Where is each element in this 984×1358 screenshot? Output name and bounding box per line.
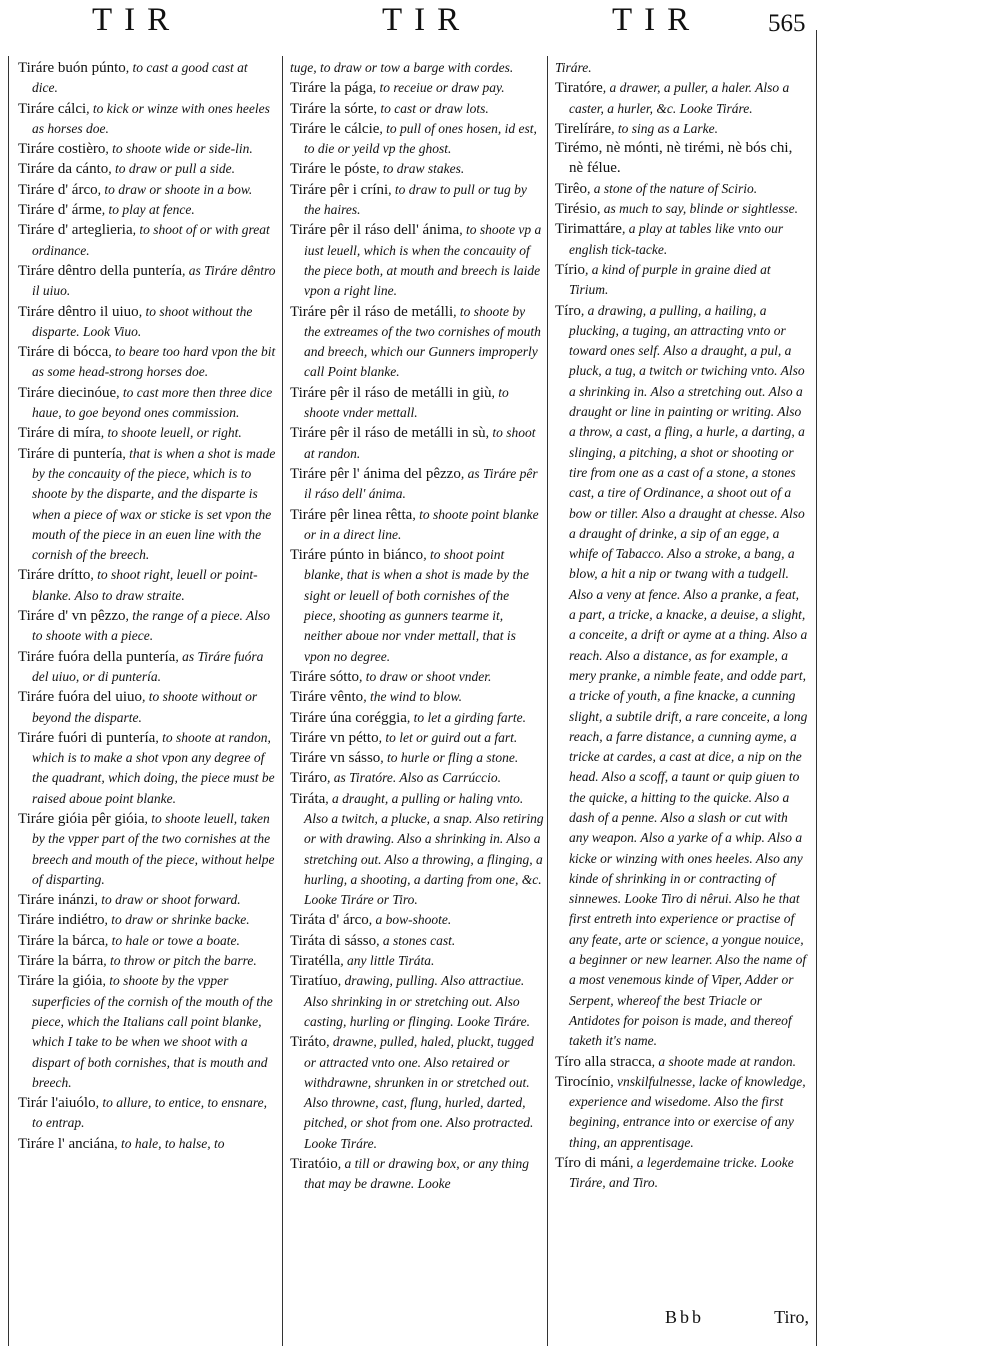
headword: Tiráre sótto	[290, 668, 360, 685]
dictionary-entry	[290, 951, 544, 971]
dictionary-entry	[555, 260, 809, 301]
definition: Tiráre.	[555, 60, 592, 75]
definition: , to shoot without the disparte. Look Viuo.	[32, 303, 253, 339]
headword: Tiráre fuóra della puntería	[18, 648, 176, 665]
headword: Tiráre d' vn pêzzo	[18, 608, 126, 625]
headword: Tiráre la bárca	[18, 932, 105, 949]
headword: Tiráre le póste	[290, 161, 377, 178]
headword: Tirémo, nè mónti, nè tirémi, nè bós chi, nè félue.	[555, 140, 793, 177]
dictionary-column-1	[18, 58, 276, 1358]
definition: , drawing, pulling. Also attractiue. Also shrinking in or stretching out. Also casting, hurling or flinging. Looke Tiráre.	[304, 973, 531, 1029]
dictionary-entry	[555, 199, 809, 219]
dictionary-entry	[18, 261, 276, 302]
page-header	[0, 0, 984, 44]
dictionary-entry	[290, 464, 544, 505]
definition: , to draw or shoot forward.	[94, 892, 241, 908]
dictionary-entry	[18, 200, 276, 220]
column-rule	[547, 56, 548, 1346]
headword: Tiráre pêr il ráso de metálli in sù	[290, 425, 486, 442]
dictionary-entry	[290, 1154, 544, 1195]
column-rule	[282, 56, 283, 1346]
dictionary-entry	[290, 687, 544, 707]
headword: Tiráre pêr il ráso dell' ánima	[290, 222, 460, 239]
dictionary-entry	[18, 910, 276, 930]
headword: Tiráre fuóra del uiuo	[18, 689, 142, 706]
definition: , to draw or shoot vnder.	[359, 668, 492, 684]
dictionary-entry	[18, 99, 276, 140]
dictionary-entry	[290, 180, 544, 221]
dictionary-entry	[18, 606, 276, 647]
dictionary-entry	[555, 139, 809, 179]
dictionary-entry	[18, 383, 276, 424]
headword: Tiráre úna coréggia	[290, 709, 407, 726]
definition: , as much to say, blinde or sightlesse.	[596, 201, 798, 217]
headword: Tiratíuo	[290, 973, 338, 990]
definition: , to throw or pitch the barre.	[103, 953, 257, 969]
dictionary-entry	[555, 1153, 809, 1194]
dictionary-entry	[290, 931, 544, 951]
headword: Tiráre di puntería	[18, 445, 123, 462]
dictionary-entry	[18, 139, 276, 159]
dictionary-entry	[290, 708, 544, 728]
dictionary-entry	[290, 220, 544, 301]
dictionary-entry	[290, 728, 544, 748]
headword: Tíro	[555, 302, 581, 319]
dictionary-entry	[290, 505, 544, 546]
dictionary-entry	[290, 58, 544, 78]
running-head-center: TIR	[382, 2, 472, 38]
headword: Tiráre pêr il ráso de metálli	[290, 303, 454, 320]
headword: Tiráre buón púnto	[18, 60, 126, 76]
headword: Tiráre vênto	[290, 689, 364, 706]
dictionary-entry	[555, 58, 809, 78]
dictionary-entry	[555, 1072, 809, 1153]
headword: Tiráre d' árme	[18, 202, 102, 219]
definition: , to draw or shoote in a bow.	[97, 181, 253, 197]
dictionary-entry	[290, 971, 544, 1032]
definition: , a stones cast.	[376, 932, 456, 948]
definition: , to shoote at randon, which is to make a shot vpon any degree of the quadrant, which doing, the piece must be raised aboue point blanke.	[32, 729, 275, 806]
dictionary-entry	[290, 748, 544, 768]
definition: , to draw stakes.	[376, 161, 465, 177]
headword: Tiráre le cálcie	[290, 120, 380, 137]
headword: Tiráre diecinóue	[18, 384, 117, 401]
definition: , to let or guird out a fart.	[378, 729, 518, 745]
definition: , a draught, a pulling or haling vnto. Also a twitch, a plucke, a snap. Also retiring or with drawing. Also a shrinking in. Also a stretching out. Also a throwing, a flinging, a hurling, a shooting, a darting from one, &c. Looke Tiráre or Tiro.	[304, 790, 544, 908]
definition: , to beare too hard vpon the bit as some head-strong horses doe.	[32, 344, 276, 380]
definition: , to play at fence.	[101, 202, 195, 218]
definition: , to draw or shrinke backe.	[104, 912, 250, 928]
column-rule	[816, 30, 817, 1346]
headword: Tiráre indiétro	[18, 912, 105, 929]
dictionary-entry	[18, 302, 276, 343]
headword: Tiratóio	[290, 1156, 338, 1173]
running-head-left: TIR	[92, 2, 182, 38]
definition: , to cast or draw lots.	[373, 100, 489, 116]
definition: , as Tiráre pêr il ráso dell' ánima.	[304, 465, 538, 502]
definition: , a play at tables like vnto our english tick-tacke.	[569, 221, 784, 257]
dictionary-entry	[18, 58, 276, 99]
headword: Tirimattáre	[555, 221, 622, 238]
headword: Tiráre púnto in biánco	[290, 547, 424, 564]
definition: , any little Tiráta.	[340, 953, 435, 969]
headword: Tiráre drítto	[18, 567, 91, 584]
definition: , to sing as a Larke.	[611, 120, 718, 136]
dictionary-entry	[290, 545, 544, 667]
headword: Tiráre la gióia	[18, 973, 103, 990]
definition: , to hurle or fling a stone.	[380, 750, 519, 766]
headword: Tiráre pêr i críni	[290, 181, 389, 198]
definition: , to draw or pull a side.	[108, 161, 236, 177]
dictionary-entry	[18, 444, 276, 566]
headword: Tiráre d' árco	[18, 181, 98, 198]
headword: Tiráre la sórte	[290, 100, 374, 117]
dictionary-entry	[290, 302, 544, 383]
dictionary-entry	[555, 78, 809, 119]
page-footer	[555, 1307, 809, 1335]
dictionary-entry	[18, 423, 276, 443]
headword: Tirár l'aiuólo	[18, 1095, 96, 1112]
signature-mark: Bbb	[665, 1307, 705, 1327]
headword: Tiráre la pága	[290, 80, 373, 97]
definition: , to shoote by the extreames of the two cornishes of mouth and breech, which our Gunners improperly call Point blanke.	[304, 303, 541, 380]
definition: , to hale, to halse, to	[114, 1135, 225, 1151]
definition: , to shoote vnder mettall.	[304, 384, 509, 421]
dictionary-entry	[290, 119, 544, 160]
dictionary-entry	[18, 809, 276, 890]
dictionary-entry	[18, 647, 276, 688]
definition: , that is when a shot is made by the concauity of the piece, which is to shoote by the disparte, and the disparte is when a piece of wax or sticke is set vpon the mouth of the piece in an euen line with the cornish of the breech.	[32, 445, 276, 563]
definition: , to shoot point blanke, that is when a shot is made by the sight or leuell of both cornishes of the piece, shooting as gunners tearme it, neither aboue nor vnder mettall, that is vpon no degree.	[304, 547, 529, 664]
definition: , a stone of the nature of Scirio.	[586, 180, 758, 196]
definition: , as Tiráre fuóra del uiuo, or di puntería.	[32, 648, 264, 684]
definition: , a drawer, a puller, a haler. Also a caster, a hurler, &c. Looke Tiráre.	[569, 80, 790, 116]
headword: Tiráre costièro	[18, 141, 106, 158]
dictionary-entry	[290, 383, 544, 424]
definition: , to cast more then three dice haue, to goe beyond ones commission.	[32, 384, 273, 421]
dictionary-column-2	[290, 58, 544, 1358]
headword: Tíro di máni	[555, 1155, 630, 1172]
definition: , the range of a piece. Also to shoote with a piece.	[32, 608, 271, 644]
definition: , a legerdemaine tricke. Looke Tiráre, and Tiro.	[569, 1155, 794, 1191]
definition: , to kick or winze with ones heeles as horses doe.	[32, 100, 270, 136]
definition: , to shoote leuell, taken by the vpper part of the two cornishes at the breech and mouth of the piece, without helpe of disparting.	[32, 810, 275, 887]
dictionary-entry	[290, 1032, 544, 1154]
definition: , to receiue or draw pay.	[372, 80, 505, 96]
headword: Tírio	[555, 261, 585, 278]
dictionary-entry	[555, 1052, 809, 1072]
definition: , to shoot at randon.	[304, 425, 536, 461]
headword: Tiráro	[290, 770, 327, 787]
definition: , to draw to pull or tug by the haires.	[304, 181, 527, 218]
definition: , to allure, to entice, to ensnare, to entrap.	[32, 1095, 268, 1131]
headword: Tiráre pêr linea rêtta	[290, 506, 413, 523]
dictionary-entry	[18, 971, 276, 1093]
dictionary-entry	[290, 159, 544, 179]
definition: , to shoote leuell, or right.	[100, 425, 242, 441]
headword: Tirocínio	[555, 1073, 611, 1090]
dictionary-entry	[18, 687, 276, 728]
dictionary-entry	[18, 565, 276, 606]
catchword: Tiro,	[774, 1307, 809, 1327]
headword: Tiráre l' anciána	[18, 1135, 115, 1152]
headword: Tiráta di sásso	[290, 932, 377, 949]
definition: , to let a girding farte.	[406, 709, 527, 725]
definition: , a shoote made at randon.	[651, 1053, 796, 1069]
page-number: 565	[768, 10, 806, 37]
headword: Tiráre dêntro della puntería	[18, 262, 182, 279]
definition: , to shoote wide or side-lin.	[105, 141, 253, 157]
dictionary-entry	[18, 890, 276, 910]
running-head-right: TIR	[612, 2, 702, 38]
dictionary-entry	[290, 910, 544, 930]
definition: , to hale or towe a boate.	[104, 932, 240, 948]
dictionary-entry	[290, 667, 544, 687]
dictionary-entry	[290, 99, 544, 119]
dictionary-entry	[555, 301, 809, 1052]
definition: , to shoote without or beyond the disparte.	[32, 689, 258, 725]
headword: Tiratélla	[290, 953, 341, 970]
headword: Tiráre d' arteglieria	[18, 222, 133, 239]
headword: Tiráre pêr l' ánima del pêzzo	[290, 465, 461, 482]
headword: Tiráre gióia pêr gióia	[18, 810, 145, 827]
definition: , as Tiráre dêntro il uiuo.	[32, 262, 276, 299]
dictionary-entry	[18, 951, 276, 971]
dictionary-entry	[555, 179, 809, 199]
dictionary-entry	[18, 1093, 276, 1134]
definition: , to shoot right, leuell or point-blanke. Also to draw straite.	[32, 567, 258, 603]
definition: , to shoote point blanke or in a direct line.	[304, 506, 539, 542]
dictionary-entry	[18, 931, 276, 951]
definition: , to shoote by the vpper superficies of the cornish of the mouth of the piece, which the Italians call point blanke, which I take to be when we shoot with a dispart of both cornishes, that is mouth and breech.	[32, 973, 273, 1090]
headword: Tirelíráre	[555, 120, 612, 137]
headword: Tiráre inánzi	[18, 892, 95, 909]
dictionary-entry	[555, 119, 809, 139]
headword: Tiráre di míra	[18, 425, 101, 442]
dictionary-column-3	[555, 58, 809, 1358]
dictionary-entry	[18, 180, 276, 200]
definition: , a bow-shoote.	[368, 912, 452, 928]
dictionary-entry	[18, 1134, 276, 1154]
dictionary-entry	[18, 728, 276, 809]
headword: Tirésio	[555, 201, 597, 218]
dictionary-entry	[18, 342, 276, 383]
definition: , the wind to blow.	[363, 689, 462, 705]
headword: Tiráre dêntro il uiuo	[18, 303, 139, 320]
headword: Tiráre di bócca	[18, 344, 109, 361]
headword: Tiráta	[290, 790, 326, 807]
headword: Tiráre fuóri di puntería	[18, 729, 156, 746]
dictionary-entry	[18, 159, 276, 179]
headword: Tiráto	[290, 1034, 327, 1051]
definition: , drawne, pulled, haled, pluckt, tugged or attracted vnto one. Also retaired or withdrawne, shrunken in or stretched out. Also throwne, cast, flung, hurled, darted, pitched, or shot from one. Also protracted. Looke Tiráre.	[304, 1034, 534, 1151]
definition: , to cast a good cast at dice.	[32, 60, 248, 96]
headword: Tíro alla stracca	[555, 1053, 652, 1070]
dictionary-entry	[290, 768, 544, 788]
definition: , to shoot of or with great ordinance.	[32, 222, 270, 258]
dictionary-entry	[555, 219, 809, 260]
definition: , to pull of ones hosen, id est, to die or yeild vp the ghost.	[304, 120, 537, 157]
definition: , a till or drawing box, or any thing that may be drawne. Looke	[304, 1156, 530, 1192]
definition: , a kind of purple in graine died at Tirium.	[569, 261, 771, 298]
definition: tuge, to draw or tow a barge with cordes.	[290, 60, 514, 75]
headword: Tiráre pêr il ráso de metálli in giù	[290, 384, 492, 401]
definition: , to shoote vp a iust leuell, which is when the concauity of the piece both, at mouth and breech is laide vpon a right line.	[304, 222, 542, 299]
dictionary-entry	[290, 423, 544, 464]
headword: Tiráre da cánto	[18, 161, 109, 178]
dictionary-entry	[18, 220, 276, 261]
dictionary-entry	[290, 78, 544, 98]
headword: Tiráta d' árco	[290, 912, 369, 929]
column-rule	[8, 56, 9, 1346]
headword: Tiráre vn sásso	[290, 750, 381, 767]
headword: Tiráre cálci	[18, 100, 87, 117]
dictionary-entry	[290, 789, 544, 911]
headword: Tirêo	[555, 180, 587, 197]
definition: , a drawing, a pulling, a hailing, a plucking, a tuging, an attracting vnto or toward ones self. Also a draught, a pul, a pluck, a tug, a twitch or twiching vnto. Also a shrinking in. Also a stretching out. Also a draught or line in painting or writing. Also a throw, a cast, a fling, a hurle, a darting, a slinging, a pitching, a shot or shooting or tire from one as a cast of a stone, a stones cast, a tire of Ordinance, a shoot out of a bow or tiller. Also a draught at chesse. Also a draught of drinke, a sip of an egge, a whife of Tabacco. Also a stroke, a bang, a blow, a hit a nip or twang with a tudgell. Also a veny at fence. Also a pranke, a feat, a part, a tricke, a knacke, a deuise, a slight, a conceite, a drift or ayme at a thing. Also a reach. Also a distance, as for example, a mery pranke, a nimble feate, and odde part, a tricke of youth, a fine knacke, a cunning slight, a subtile drift, a rare conceite, a long reach, a farre distance, a cunning ayme, a tricke at cardes, a cast at dice, a nip on the head. Also a scoff, a taunt or quip giuen to the quicke, a hitting to the quicke. Also a dash of a penne. Also a slash or cut with any weapon. Also a yarke of a whip. Also a kicke or winzing with ones heeles. Also any kinde of shrinking in or contracting of sinnewes. Looke Tiro di nêrui. Also he that first entreth into experience or practise of any feate, arte or science, a yongue nouice, a beginner or new learner. Also the name of a most venemous kinde of Viper, Adder or Serpent, whereof the best Triacle or Antidotes for poison is made, and thereof taketh it's name.	[569, 302, 808, 1049]
headword: Tiráre la bárra	[18, 953, 104, 970]
headword: Tiráre vn pétto	[290, 729, 379, 746]
definition: , vnskilfulnesse, lacke of knowledge, experience and wisedome. Also the first begining, entrance into or exercise of any thing, an apprentisage.	[569, 1073, 806, 1150]
definition: , as Tiratóre. Also as Carrúccio.	[326, 770, 501, 786]
headword: Tiratóre	[555, 80, 603, 97]
